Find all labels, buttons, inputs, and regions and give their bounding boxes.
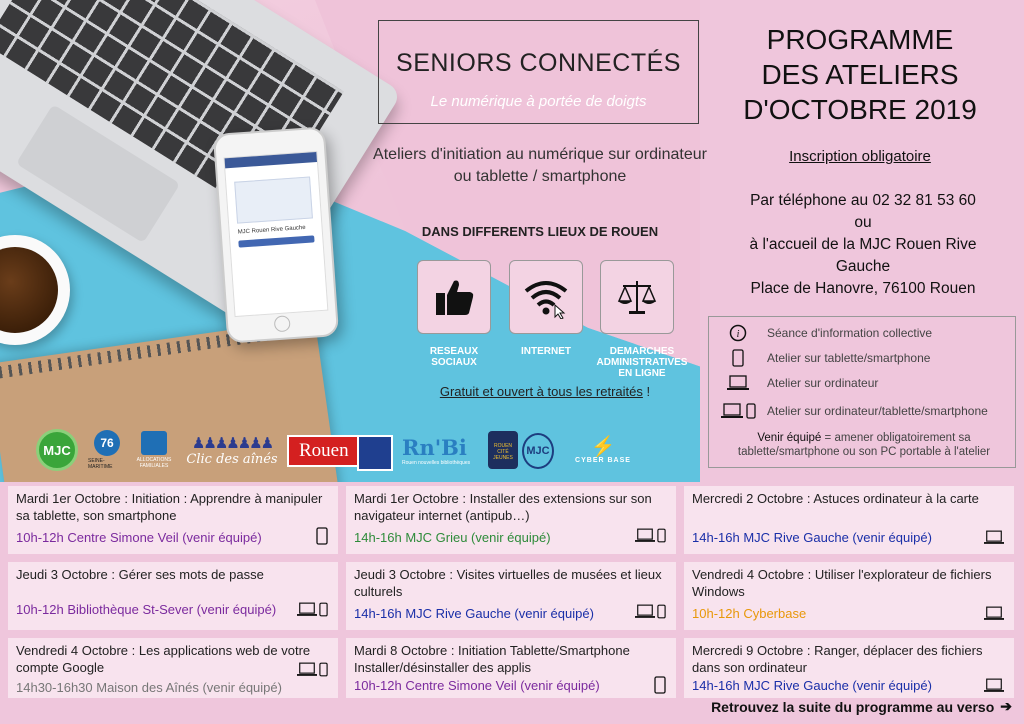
tablet-icon: [654, 676, 666, 694]
laptop-icon: [721, 403, 743, 419]
tablet-icon: [319, 602, 328, 617]
mjc-rive-gauche-logo: MJC: [522, 433, 554, 469]
phone-page-name: MJC Rouen Rive Gauche: [237, 224, 306, 236]
workshop-card: Jeudi 3 Octobre : Visites virtuelles de musées et lieux culturels 14h-16h MJC Rive Gauche (venir équipé): [346, 562, 676, 630]
title-box: [378, 20, 699, 124]
workshop-card: Mercredi 9 Octobre : Ranger, déplacer des fichiers dans son ordinateur 14h-16h MJC Rive Gauche (venir équipé): [684, 638, 1014, 698]
accueil-line: à l'accueil de la MJC Rouen Rive: [749, 236, 977, 253]
program-heading: PROGRAMME DES ATELIERS D'OCTOBRE 2019: [743, 24, 977, 125]
free-notice: Gratuit et ouvert à tous les retraités !: [439, 384, 651, 399]
tile-label-internet: INTERNET: [521, 346, 571, 357]
address-line: Place de Hanovre, 76100 Rouen: [750, 280, 976, 297]
workshop-card: Mardi 8 Octobre : Initiation Tablette/Smartphone Installer/désinstaller des applis 10h-12h Centre Simone Veil (venir équipé): [346, 638, 676, 698]
thumbs-up-tile: [417, 260, 491, 334]
poster-subtitle: Le numérique à portée de doigts: [430, 93, 647, 110]
cyber-base-logo: ⚡ CYBER BASE: [575, 435, 631, 464]
places-heading: DANS DIFFERENTS LIEUX DE ROUEN: [421, 224, 659, 239]
workshop-card: Vendredi 4 Octobre : Utiliser l'explorateur de fichiers Windows 10h-12h Cyberbase: [684, 562, 1014, 630]
arrow-right-icon: ➔: [1000, 698, 1012, 714]
tablet-icon: [657, 528, 666, 543]
tablet-icon: [732, 349, 744, 367]
legend-row: Atelier sur tablette/smartphone: [709, 348, 1015, 368]
tile-label-social: RESEAUX SOCIAUX: [429, 346, 479, 368]
caf-logo: ALLOCATIONS FAMILIALES: [132, 425, 176, 475]
tablet-icon: [319, 662, 328, 677]
wifi-tile: [509, 260, 583, 334]
laptop-icon: [984, 530, 1004, 545]
legend-row: Atelier sur ordinateur/tablette/smartphone: [709, 401, 1015, 421]
legend-box: [708, 316, 1016, 468]
intro-text: Ateliers d'initiation au numérique sur ordinateur ou tablette / smartphone: [373, 146, 707, 185]
scales-icon: [615, 275, 659, 319]
laptop-icon: [984, 606, 1004, 621]
contact-info: [708, 190, 1018, 300]
tile-label-admin: DEMARCHES ADMINISTRATIVES EN LIGNE: [596, 346, 688, 379]
laptop-icon: [297, 662, 317, 677]
poster-title: SENIORS CONNECTÉS: [396, 49, 681, 77]
laptop-icon: [635, 528, 655, 543]
workshop-card: Vendredi 4 Octobre : Les applications web de votre compte Google 14h30-16h30 Maison des Aînés (venir équipé): [8, 638, 338, 698]
laptop-icon: [297, 602, 317, 617]
laptop-icon: [635, 604, 655, 619]
inscription-heading: Inscription obligatoire: [789, 148, 931, 165]
laptop-icon: [727, 375, 749, 391]
tablet-icon: [746, 403, 756, 419]
legend-row: Atelier sur ordinateur: [709, 373, 1015, 393]
clic-des-aines-logo: ♟♟♟♟♟♟♟ Clic des aînés: [186, 434, 278, 467]
workshop-card: Mardi 1er Octobre : Installer des extensions sur son navigateur internet (antipub…) 14h-16h MJC Grieu (venir équipé): [346, 486, 676, 554]
rouen-logo: Rouen: [287, 435, 393, 467]
tablet-icon: [657, 604, 666, 619]
tablet-icon: [316, 527, 328, 545]
partner-logos: [0, 425, 700, 482]
laptop-icon: [984, 678, 1004, 693]
workshop-card: Mercredi 2 Octobre : Astuces ordinateur à la carte 14h-16h MJC Rive Gauche (venir équipé): [684, 486, 1014, 554]
smartphone-image: [213, 126, 339, 343]
equipped-note: Venir équipé = amener obligatoirement sa tablette/smartphone ou son PC portable à l'atelier: [737, 432, 991, 458]
verso-notice: Retrouvez la suite du programme au verso ➔: [711, 698, 1012, 715]
legend-row: i Séance d'information collective: [709, 323, 1015, 343]
workshop-card: Mardi 1er Octobre : Initiation : Apprendre à manipuler sa tablette, son smartphone 10h-12h Centre Simone Veil (venir équipé): [8, 486, 338, 554]
rnbi-logo: Rn'Bi Rouen nouvelles bibliothèques: [402, 434, 471, 466]
scales-tile: [600, 260, 674, 334]
wifi-icon: [521, 275, 571, 319]
phone-line: Par téléphone au 02 32 81 53 60: [750, 192, 976, 209]
seine-maritime-logo: 76 SEINE-MARITIME: [88, 425, 126, 475]
info-icon: [729, 324, 747, 342]
cite-jeunes-logo: ROUEN CITÉ JEUNES: [488, 431, 518, 469]
svg-text:i: i: [736, 329, 740, 340]
workshop-card: Jeudi 3 Octobre : Gérer ses mots de passe 10h-12h Bibliothèque St-Sever (venir équipé): [8, 562, 338, 630]
or-text: ou: [854, 214, 872, 231]
mjc-logo: MJC: [36, 429, 78, 471]
thumbs-up-icon: [432, 275, 476, 319]
accueil-line-2: Gauche: [835, 258, 891, 275]
